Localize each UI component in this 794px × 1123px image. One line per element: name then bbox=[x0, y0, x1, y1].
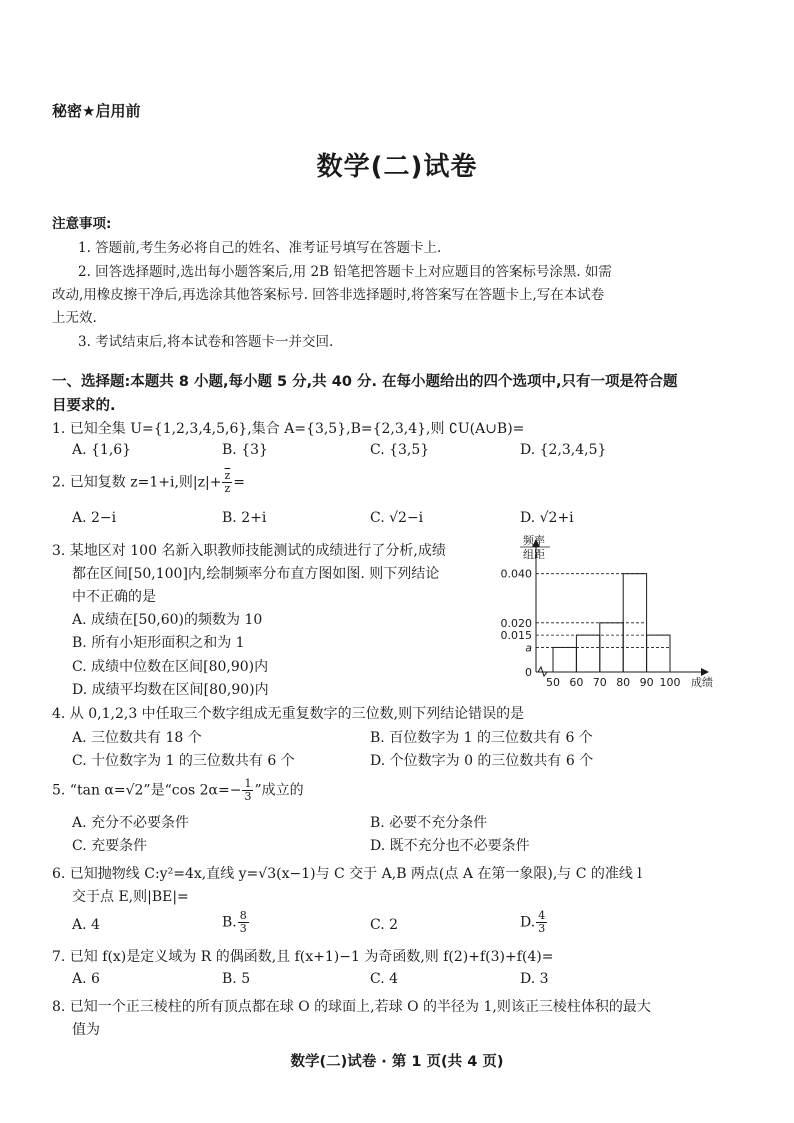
q1-option-a[interactable]: A. {1,6} bbox=[72, 442, 132, 458]
y-tick-label-1: 0 bbox=[525, 666, 532, 679]
q6-stem-line2: 交于点 E,则|BE|= bbox=[72, 889, 189, 905]
q6-option-b-den: 3 bbox=[239, 922, 247, 935]
histogram-bar-1 bbox=[553, 647, 576, 672]
note-2-line2: 改动,用橡皮擦干净后,再选涂其他答案标号. 回答非选择题时,将答案写在答题卡上,写在本试卷 bbox=[52, 287, 605, 303]
q5-stem-end: ”成立的 bbox=[254, 782, 304, 799]
q1-option-d[interactable]: D. {2,3,4,5} bbox=[520, 442, 607, 458]
secret-label: 秘密★启用前 bbox=[52, 102, 141, 120]
q3-option-c[interactable]: C. 成绩中位数在区间[80,90)内 bbox=[72, 659, 269, 675]
x-tick-label-1: 50 bbox=[546, 676, 560, 689]
histogram-bar-2 bbox=[576, 635, 599, 672]
q3-option-b[interactable]: B. 所有小矩形面积之和为 1 bbox=[72, 635, 245, 651]
note-1: 1. 答题前,考生务必将自己的姓名、准考证号填写在答题卡上. bbox=[78, 240, 442, 256]
q2-fraction-num: $\overline{z}$ bbox=[224, 469, 231, 482]
q4-option-a[interactable]: A. 三位数共有 18 个 bbox=[72, 730, 202, 746]
q6-option-b-label: B. bbox=[222, 914, 237, 931]
q6-option-d-num: 4 bbox=[538, 909, 546, 922]
q2-fraction-den: z bbox=[224, 482, 231, 495]
y-tick-label-3: 0.015 bbox=[500, 629, 532, 643]
q7-option-d[interactable]: D. 3 bbox=[520, 971, 549, 987]
q7-stem: 7. 已知 f(x)是定义域为 R 的偶函数,且 f(x+1)−1 为奇函数,则 f(2)+f(3)+f(4)= bbox=[52, 949, 554, 965]
q1-stem: 1. 已知全集 U={1,2,3,4,5,6},集合 A={3,5},B={2,3,4},则 ∁U(A∪B)= bbox=[52, 421, 525, 437]
frequency-histogram bbox=[488, 530, 728, 695]
q6-option-d-fraction bbox=[536, 910, 547, 935]
q3-stem-line2: 都在区间[50,100]内,绘制频率分布直方图如图. 则下列结论 bbox=[72, 566, 440, 582]
q5-stem bbox=[52, 778, 304, 803]
q1-option-b[interactable]: B. {3} bbox=[222, 442, 268, 458]
q2-stem-end: = bbox=[233, 474, 246, 491]
q6-option-b-num: 8 bbox=[239, 909, 247, 922]
q2-option-b[interactable]: B. 2+i bbox=[222, 510, 267, 526]
q5-option-a[interactable]: A. 充分不必要条件 bbox=[72, 815, 190, 831]
q2-option-d[interactable]: D. √2+i bbox=[520, 510, 574, 526]
q5-option-d[interactable]: D. 既不充分也不必要条件 bbox=[370, 838, 530, 854]
q6-option-d[interactable] bbox=[520, 910, 548, 935]
q6-option-a[interactable]: A. 4 bbox=[72, 917, 100, 933]
q7-option-b[interactable]: B. 5 bbox=[222, 971, 251, 987]
y-tick-label-2: a bbox=[525, 641, 532, 655]
x-tick-label-4: 80 bbox=[616, 676, 631, 689]
q2-option-c[interactable]: C. √2−i bbox=[370, 510, 424, 526]
q5-fraction-num: 1 bbox=[244, 777, 252, 790]
q3-stem-line3: 中不正确的是 bbox=[72, 589, 156, 605]
q5-stem-text: 5. “tan α=√2”是“cos 2α=− bbox=[52, 782, 242, 799]
q6-option-d-label: D. bbox=[520, 914, 536, 931]
y-axis-title-top: 频率 bbox=[523, 534, 545, 547]
q3-option-a[interactable]: A. 成绩在[50,60)的频数为 10 bbox=[72, 612, 263, 628]
q2-stem bbox=[52, 470, 245, 495]
notes-heading: 注意事项: bbox=[52, 216, 112, 232]
histogram-bar-5 bbox=[647, 635, 670, 672]
q4-option-b[interactable]: B. 百位数字为 1 的三位数共有 6 个 bbox=[370, 730, 593, 746]
q8-stem-line2: 值为 bbox=[72, 1022, 100, 1038]
section-heading-line2: 目要求的. bbox=[52, 398, 116, 414]
q7-option-a[interactable]: A. 6 bbox=[72, 971, 100, 987]
q3-option-d[interactable]: D. 成绩平均数在区间[80,90)内 bbox=[72, 682, 269, 698]
x-tick-label-6: 100 bbox=[659, 676, 681, 689]
note-3: 3. 考试结束后,将本试卷和答题卡一并交回. bbox=[78, 334, 334, 350]
y-tick-label-5: 0.040 bbox=[500, 567, 532, 581]
q5-fraction bbox=[242, 778, 253, 803]
q3-stem-line1: 3. 某地区对 100 名新入职教师技能测试的成绩进行了分析,成绩 bbox=[52, 543, 446, 559]
q1-option-c[interactable]: C. {3,5} bbox=[370, 442, 430, 458]
q4-stem: 4. 从 0,1,2,3 中任取三个数字组成无重复数字的三位数,则下列结论错误的是 bbox=[52, 706, 525, 722]
page-title: 数学(二)试卷 bbox=[316, 152, 478, 182]
section-heading-line1: 一、选择题:本题共 8 小题,每小题 5 分,共 40 分. 在每小题给出的四个选项中,只有一项是符合题 bbox=[52, 374, 678, 390]
note-2-line3: 上无效. bbox=[52, 310, 97, 326]
page-footer: 数学(二)试卷 · 第 1 页(共 4 页) bbox=[290, 1054, 504, 1070]
q4-option-c[interactable]: C. 十位数字为 1 的三位数共有 6 个 bbox=[72, 753, 295, 769]
q4-option-d[interactable]: D. 个位数字为 0 的三位数共有 6 个 bbox=[370, 753, 594, 769]
q5-option-b[interactable]: B. 必要不充分条件 bbox=[370, 815, 488, 831]
q6-option-c[interactable]: C. 2 bbox=[370, 917, 399, 933]
x-tick-label-5: 90 bbox=[639, 676, 654, 689]
q5-option-c[interactable]: C. 充要条件 bbox=[72, 838, 148, 854]
x-axis-title: 成绩 bbox=[691, 676, 713, 689]
q5-fraction-den: 3 bbox=[244, 790, 252, 803]
y-axis-title-bottom: 组距 bbox=[523, 548, 545, 561]
q2-option-a[interactable]: A. 2−i bbox=[72, 510, 117, 526]
note-2-line1: 2. 回答选择题时,选出每小题答案后,用 2B 铅笔把答题卡上对应题目的答案标号涂黑. 如需 bbox=[78, 264, 612, 280]
y-tick-label-4: 0.020 bbox=[500, 616, 532, 630]
x-tick-label-3: 70 bbox=[592, 676, 607, 689]
q6-stem-line1: 6. 已知抛物线 C:y²=4x,直线 y=√3(x−1)与 C 交于 A,B 两点(点 A 在第一象限),与 C 的准线 l bbox=[52, 866, 642, 882]
q6-option-b-fraction bbox=[238, 910, 249, 935]
q2-stem-text: 2. 已知复数 z=1+i,则|z|+ bbox=[52, 474, 222, 491]
q6-option-d-den: 3 bbox=[538, 922, 546, 935]
q8-stem-line1: 8. 已知一个正三棱柱的所有顶点都在球 O 的球面上,若球 O 的半径为 1,则该正三棱柱体积的最大 bbox=[52, 999, 651, 1015]
x-tick-label-2: 60 bbox=[569, 676, 584, 689]
q2-fraction bbox=[222, 470, 232, 495]
q7-option-c[interactable]: C. 4 bbox=[370, 971, 399, 987]
q6-option-b[interactable] bbox=[222, 910, 250, 935]
